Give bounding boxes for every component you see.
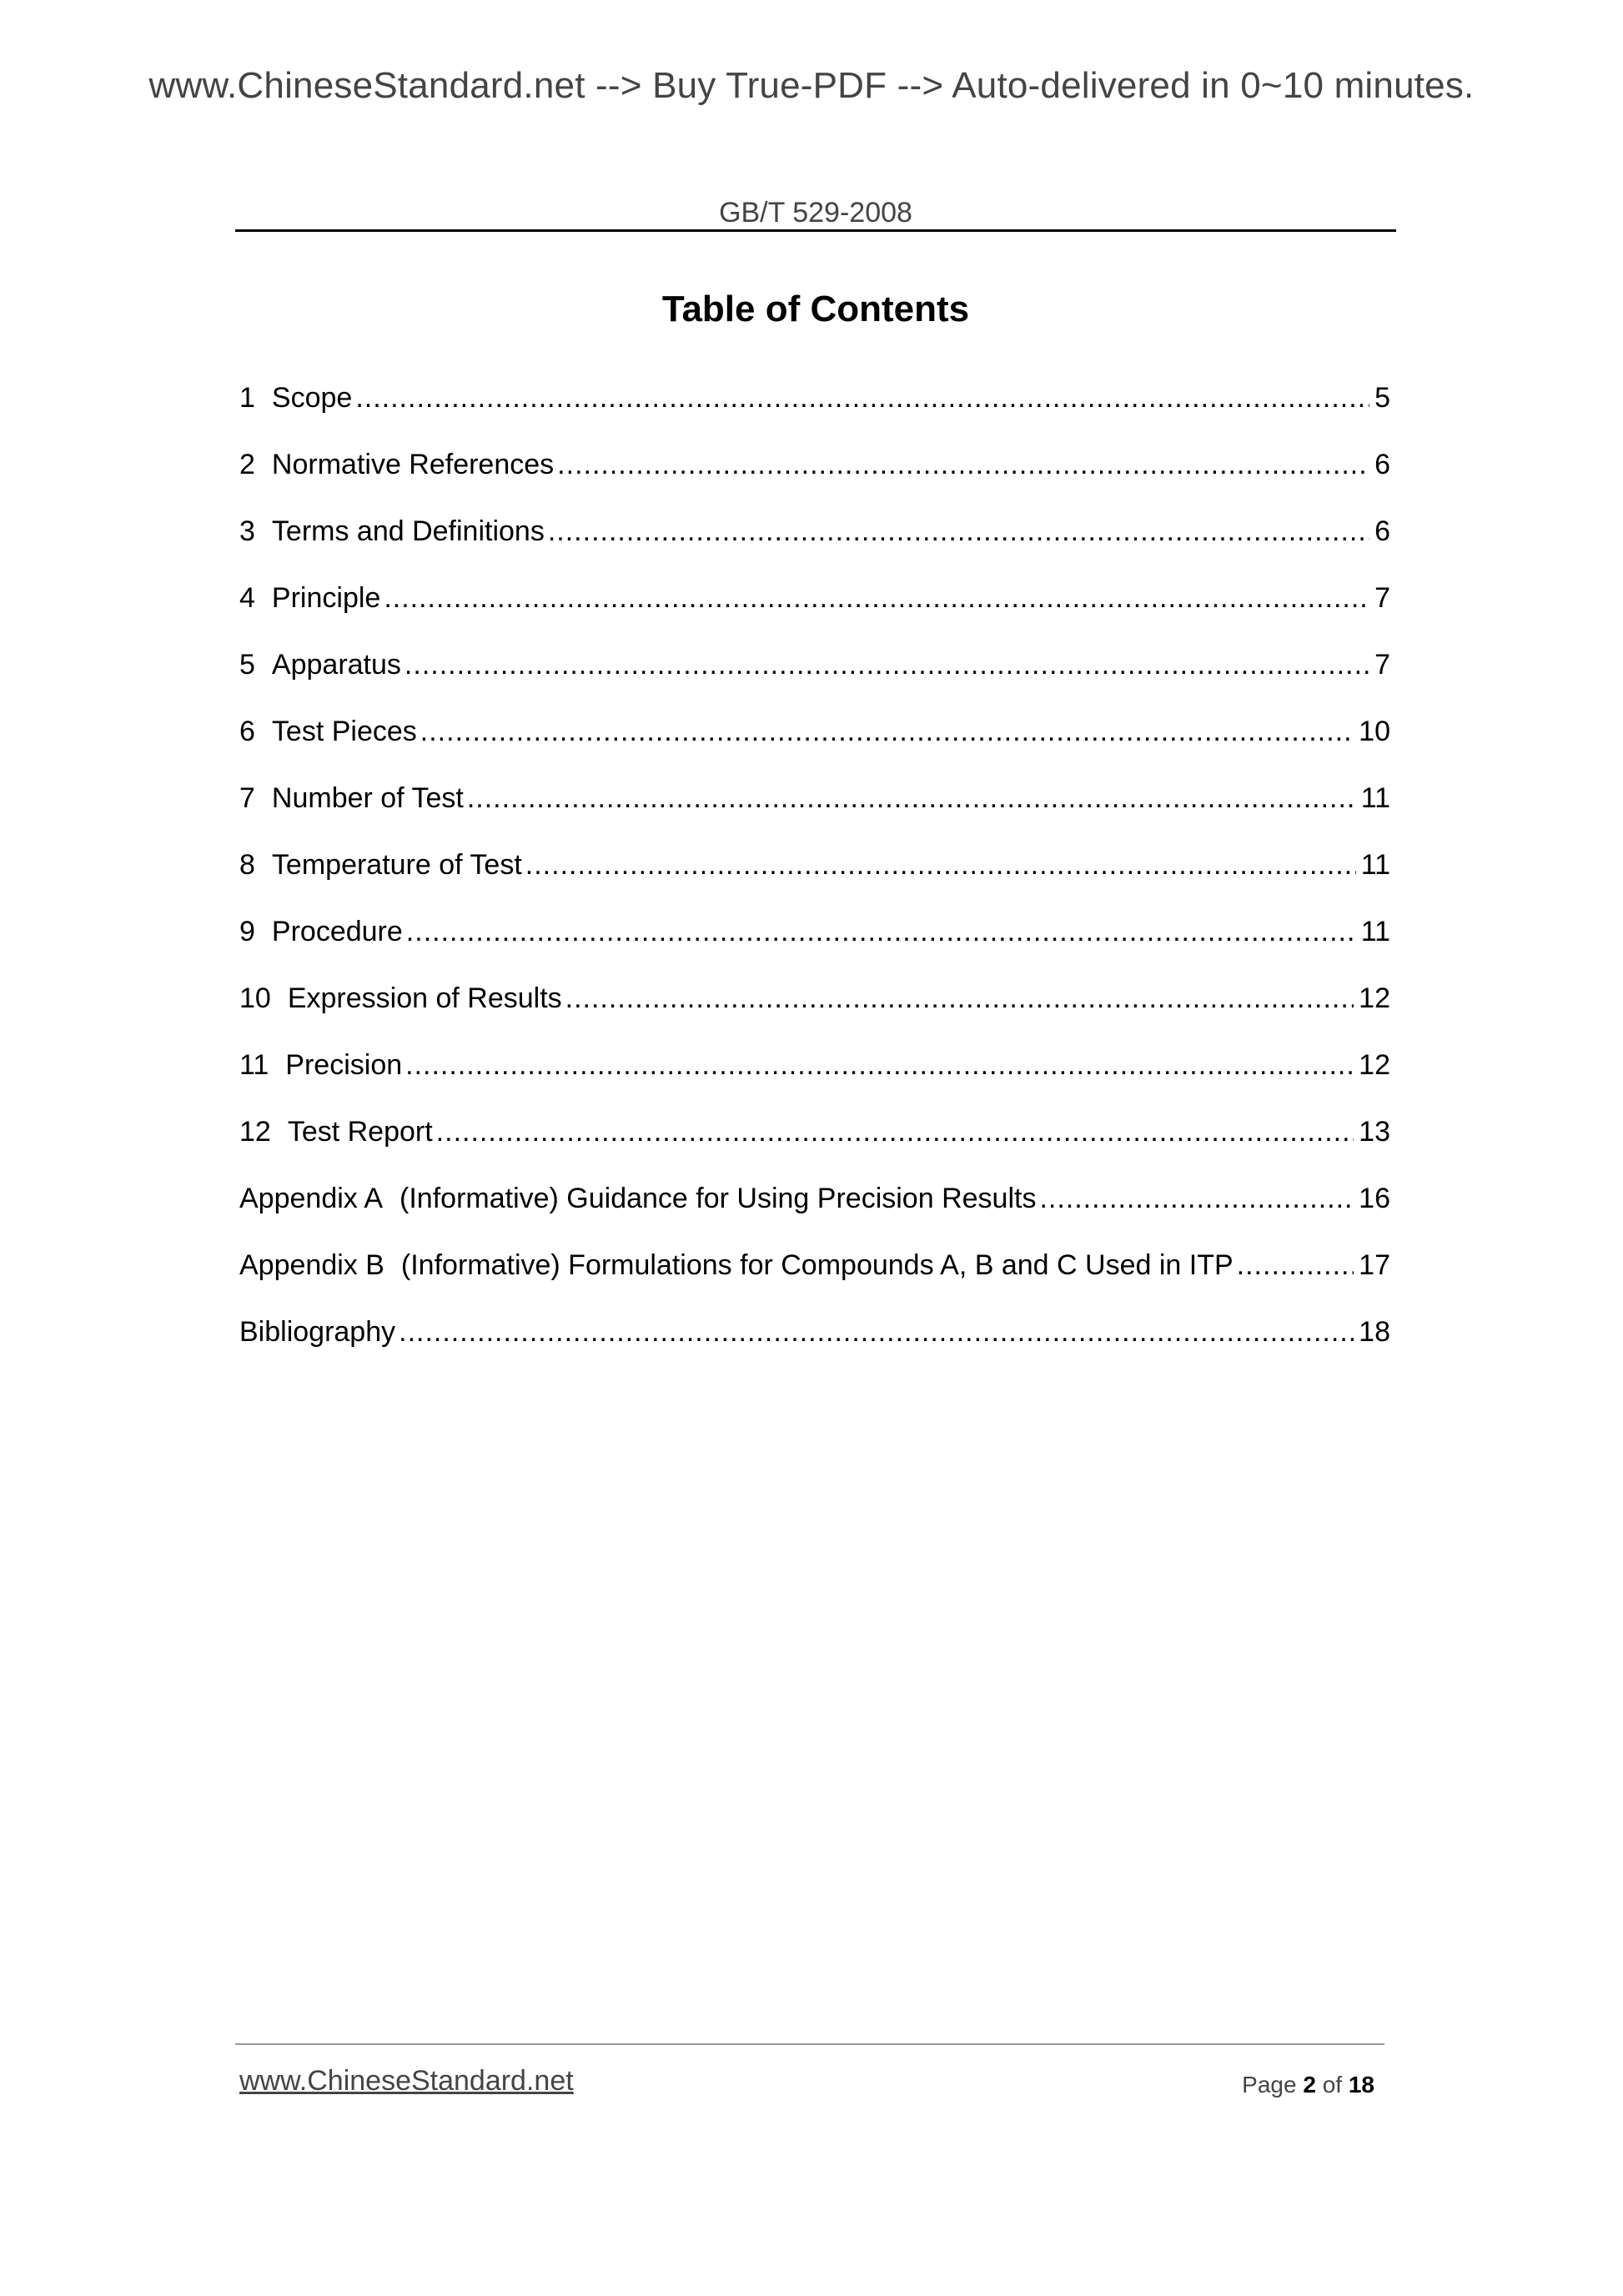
toc-entry-label: Precision [285, 1049, 403, 1081]
toc-dot-leader [1237, 1244, 1354, 1286]
toc-entry-number: 8 [239, 849, 255, 881]
footer-divider [235, 2043, 1384, 2045]
toc-entry-number: 10 [239, 982, 271, 1014]
document-code: GB/T 529-2008 [719, 197, 912, 229]
toc-entry-page: 11 [1360, 849, 1390, 881]
toc-dot-leader [355, 377, 1369, 419]
toc-entry-page: 12 [1359, 1049, 1390, 1081]
toc-entry-label: Expression of Results [287, 982, 562, 1014]
toc-entry-page: 16 [1359, 1183, 1390, 1214]
toc-entry-number: Appendix B [239, 1249, 384, 1281]
toc-entry-label: Terms and Definitions [271, 515, 545, 547]
toc-entry-page: 6 [1374, 515, 1390, 547]
page-title: Table of Contents [661, 289, 970, 329]
toc-entry-page: 13 [1359, 1116, 1390, 1148]
toc-entry-expression-of-results[interactable] [239, 977, 1390, 1044]
toc-entry-page: 11 [1360, 782, 1390, 814]
toc-dot-leader [406, 911, 1356, 952]
toc-dot-leader [548, 510, 1369, 552]
toc-entry-temperature-of-test[interactable] [239, 844, 1390, 911]
toc-entry-appendix-b[interactable] [239, 1244, 1390, 1311]
page-current: 2 [1303, 2072, 1316, 2098]
toc-entry-number: 1 [239, 382, 255, 414]
toc-entry-number: 12 [239, 1116, 271, 1148]
toc-dot-leader [557, 444, 1369, 485]
footer-website-link[interactable]: www.ChineseStandard.net [239, 2065, 574, 2097]
toc-entry-number: 4 [239, 582, 255, 614]
toc-entry-page: 11 [1360, 916, 1390, 947]
toc-entry-label: Bibliography [239, 1316, 396, 1348]
toc-entry-number-of-test[interactable] [239, 777, 1390, 844]
toc-entry-test-report[interactable] [239, 1111, 1390, 1178]
toc-entry-apparatus[interactable] [239, 644, 1390, 711]
toc-entry-page: 12 [1359, 982, 1390, 1014]
toc-dot-leader [405, 1044, 1354, 1086]
toc-list [239, 377, 1390, 1378]
toc-entry-number: 3 [239, 515, 255, 547]
toc-entry-precision[interactable] [239, 1044, 1390, 1111]
page-label: Page [1242, 2072, 1297, 2098]
toc-entry-number: 5 [239, 649, 255, 681]
toc-entry-scope[interactable] [239, 377, 1390, 444]
toc-entry-label: Apparatus [271, 649, 401, 681]
toc-entry-procedure[interactable] [239, 911, 1390, 977]
toc-entry-number: 6 [239, 716, 255, 747]
toc-entry-test-pieces[interactable] [239, 711, 1390, 777]
toc-entry-terms-and-definitions[interactable] [239, 510, 1390, 577]
toc-entry-number: 9 [239, 916, 255, 947]
toc-entry-page: 17 [1359, 1249, 1390, 1281]
toc-entry-page: 6 [1374, 449, 1390, 480]
toc-entry-number: Appendix A [239, 1183, 384, 1214]
toc-entry-label: Number of Test [271, 782, 464, 814]
toc-entry-label: Temperature of Test [271, 849, 522, 881]
toc-entry-normative-references[interactable] [239, 444, 1390, 510]
toc-entry-label: (Informative) Formulations for Compounds A, B and C Used in ITP [400, 1249, 1234, 1281]
toc-entry-page: 5 [1374, 382, 1390, 414]
toc-entry-appendix-a[interactable] [239, 1178, 1390, 1244]
toc-entry-label: (Informative) Guidance for Using Precision Results [399, 1183, 1037, 1214]
toc-dot-leader [404, 644, 1369, 686]
toc-entry-label: Procedure [271, 916, 403, 947]
toc-entry-number: 2 [239, 449, 255, 480]
toc-entry-label: Principle [271, 582, 381, 614]
top-banner: www.ChineseStandard.net --> Buy True-PDF --> Auto-delivered in 0~10 minutes. [148, 65, 1475, 106]
toc-entry-page: 10 [1359, 716, 1390, 747]
toc-dot-leader [565, 977, 1354, 1019]
page-number [1242, 2072, 1374, 2098]
toc-entry-page: 7 [1374, 649, 1390, 681]
page-of-label: of [1322, 2072, 1343, 2098]
toc-entry-principle[interactable] [239, 577, 1390, 644]
page-total: 18 [1348, 2072, 1374, 2098]
toc-dot-leader [420, 711, 1354, 752]
toc-entry-page: 7 [1374, 582, 1390, 614]
toc-entry-label: Scope [271, 382, 353, 414]
toc-dot-leader [1039, 1178, 1354, 1219]
toc-entry-label: Test Pieces [271, 716, 417, 747]
header-divider [235, 229, 1396, 232]
toc-entry-label: Normative References [271, 449, 555, 480]
toc-entry-number: 7 [239, 782, 255, 814]
toc-entry-bibliography[interactable] [239, 1311, 1390, 1378]
toc-dot-leader [525, 844, 1356, 886]
toc-dot-leader [399, 1311, 1354, 1353]
toc-dot-leader [467, 777, 1356, 819]
toc-entry-page: 18 [1359, 1316, 1390, 1348]
toc-dot-leader [436, 1111, 1354, 1153]
toc-dot-leader [384, 577, 1369, 619]
toc-entry-label: Test Report [287, 1116, 433, 1148]
toc-entry-number: 11 [239, 1049, 269, 1081]
